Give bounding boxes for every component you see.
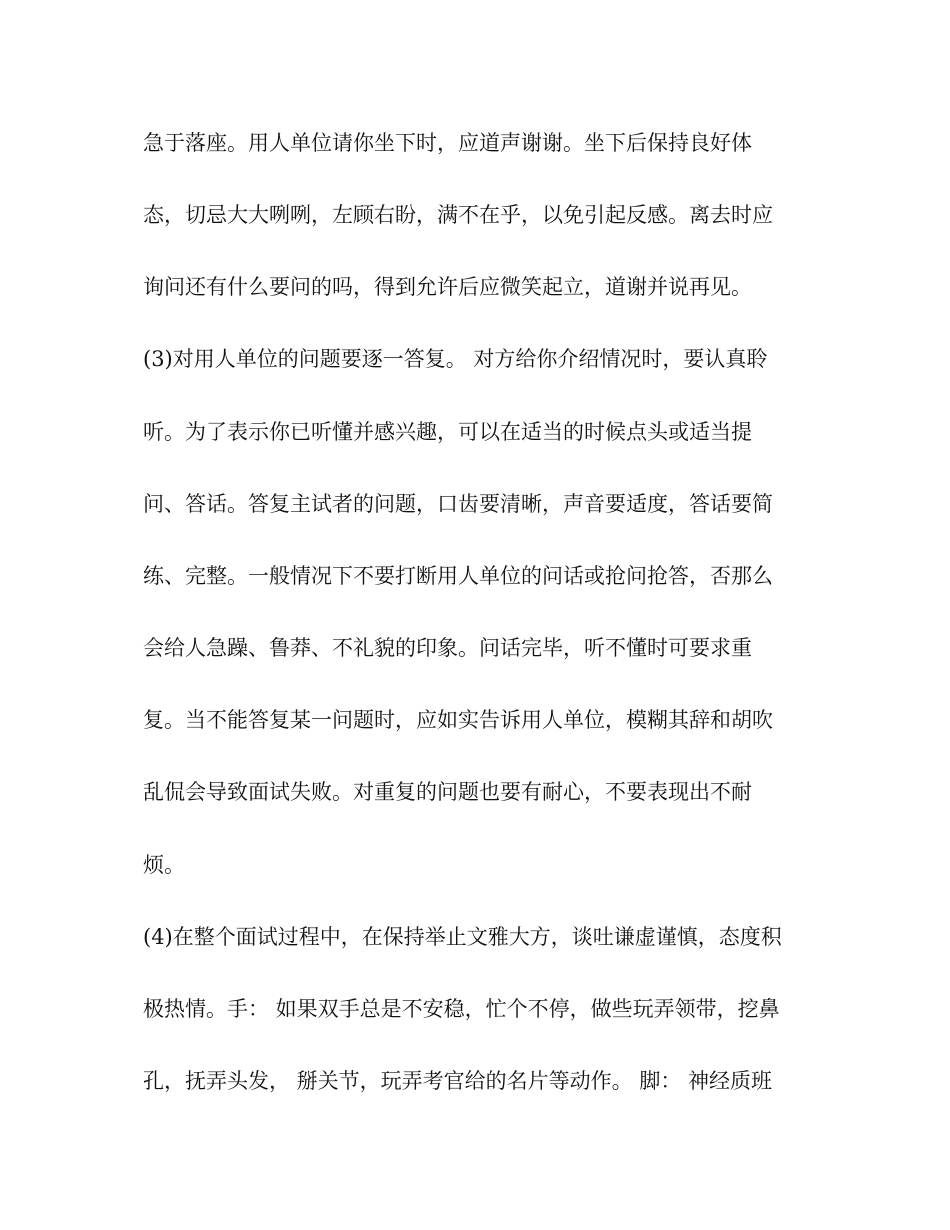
text-line-5: 听。为了表示你已听懂并感兴趣，可以在适当的时候点头或适当提 [143, 420, 752, 444]
text-line-9: 复。当不能答复某一问题时，应如实告诉用人单位，模糊其辞和胡吹 [143, 708, 773, 732]
text-line-10: 乱侃会导致面试失败。对重复的问题也要有耐心，不要表现出不耐 [143, 780, 752, 804]
text-line-1: 急于落座。用人单位请你坐下时，应道声谢谢。坐下后保持良好体 [143, 131, 752, 155]
text-line-8: 会给人急躁、鲁莽、不礼貌的印象。问话完毕，听不懂时可要求重 [143, 636, 752, 660]
text-line-2: 态，切忌大大咧咧，左顾右盼，满不在乎，以免引起反感。离去时应 [143, 203, 773, 227]
text-line-6: 问、答话。答复主试者的问题，口齿要清晰，声音要适度，答话要简 [143, 492, 773, 516]
text-line-7: 练、完整。一般情况下不要打断用人单位的问话或抢问抢答，否那么 [143, 564, 773, 588]
text-line-12-item-4: (4)在整个面试过程中，在保持举止文雅大方，谈吐谦虚谨慎，态度积 [143, 925, 782, 949]
text-line-4-item-3: (3)对用人单位的问题要逐一答复。 对方给你介绍情况时，要认真聆 [143, 347, 768, 371]
text-line-14: 孔，抚弄头发， 掰关节，玩弄考官给的名片等动作。 脚： 神经质班 [143, 1069, 773, 1093]
text-line-13: 极热情。手： 如果双手总是不安稳，忙个不停，做些玩弄领带，挖鼻 [143, 997, 780, 1021]
text-line-3: 询问还有什么要问的吗，得到允许后应微笑起立，道谢并说再见。 [143, 275, 752, 299]
text-line-11: 烦。 [143, 853, 185, 877]
